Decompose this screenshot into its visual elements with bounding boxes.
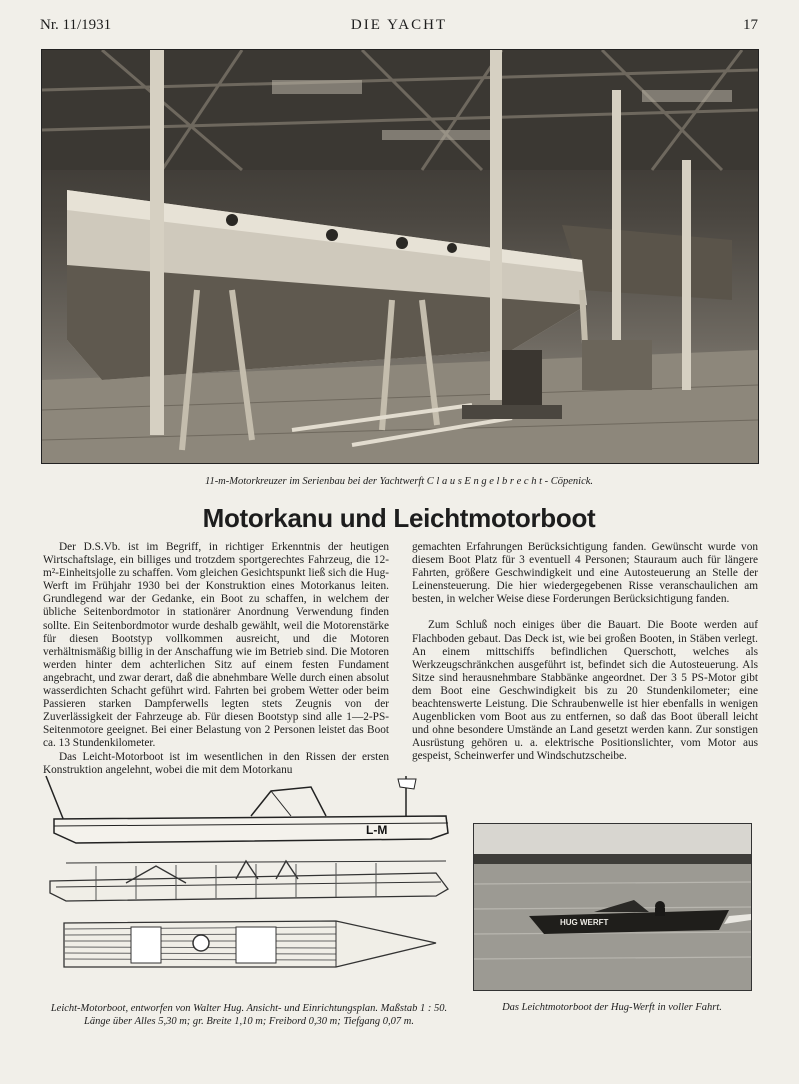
- hull-mark: L-M: [366, 823, 388, 837]
- page-number: 17: [743, 17, 758, 33]
- paragraph: Der D.S.Vb. ist im Begriff, in richtiger Erkenntnis der heutigen Wirtschaftslage, ein billiges und trotzdem sportgerechtes Fahrzeug, die 12-m²-Einheitsjolle zu schaffen. Vom gleichen Gesichtspunkt ließ sich die Hug-Werft im Frühjahr 1930 bei der Konstruktion eines Motorkanus leiten. Grundlegend war der Gedanke, ein Boot zu schaffen, in welchem der übliche Seitenbordmotor in stationärer Anordnung Verwendung finden sollte. Ein Seitenbordmotor wurde deshalb gewählt, weil die Motorenstärke für diesen Bootstyp vollkommen ausreicht, und die Motoren verhältnismäßig billig in der Anschaffung wie im Betrieb sind. Die Motoren werden hinter dem achterlichen Sitz auf einem festen Fundament angebracht, und zwar derart, daß die abnehmbare Welle durch einen absolut wasserdichten Schacht geführt wird. Fahrten bei grobem Wetter oder beim Passieren starken Dampferwells legten stets Zeugnis von der Zuverlässigkeit der Fahrzeuge ab. Für diesen Bootstyp sind alle 1—2-PS-Seitenmotore geeignet. Bei einer Belastung von 2 Personen leistet das Boot ca. 13 Stundenkilometer.: [43, 541, 389, 750]
- article-left-column: [43, 541, 389, 777]
- shipyard-photo: [41, 49, 759, 464]
- drawing-caption: Leicht-Motorboot, entworfen von Walter Hug. Ansicht- und Einrichtungsplan. Maßstab 1 : 50. Länge über Alles 5,30 m; gr. Breite 1,10 m; Freibord 0,30 m; Tiefgang 0,07 m.: [50, 1003, 448, 1027]
- article-right-column: [412, 541, 758, 764]
- top-plan-view: [64, 921, 436, 967]
- paragraph: Das Leicht-Motorboot ist im wesentlichen in den Rissen der ersten Konstruktion angelehnt, wobei die mit dem Motorkanu: [43, 750, 389, 776]
- paragraph: Zum Schluß noch einiges über die Bauart. Die Boote werden auf Flachboden gebaut. Das Deck ist, wie bei großen Booten, in Stäben verlegt. An einem mittschiffs befindlichen Querschott, welches als Werkzeugschränkchen ausgeführt ist, befindet sich die Autosteuerung. Als Sitze sind herausnehmbare Stabbänke angeordnet. Der 3 5 PS-Motor gibt dem Boot eine Geschwindigkeit bis zu 20 Stundenkilometer; eine beachtenswerte Leistung. Die Schraubenwelle ist hier ebenfalls in wenigen Augenblicken vom Boot aus zu entfernen, so daß das Boot überall leicht und ohne besondere Umstände an Land gesetzt werden kann. Zur sonstigen Ausrüstung gehören u. a. elektrische Positionslichter, vom Motor aus gespeist, Scheinwerfer und Windschutzscheibe.: [412, 619, 758, 763]
- side-elevation-view: [46, 776, 448, 843]
- top-photo-caption: 11-m-Motorkreuzer im Serienbau bei der Yachtwerft C l a u s E n g e l b r e c h t - Cöpenick.: [204, 476, 594, 487]
- article-headline: Motorkanu und Leichtmotorboot: [202, 503, 596, 533]
- construction-plan: [50, 861, 448, 901]
- boat-underway-photo: [473, 823, 752, 991]
- page-header: [40, 17, 758, 37]
- hull-lettering: HUG WERFT: [560, 918, 609, 927]
- magazine-title: DIE YACHT: [350, 17, 448, 33]
- paragraph: gemachten Erfahrungen Berücksichtigung fanden. Gewünscht wurde von diesem Boot Platz für 3 eventuell 4 Personen; Stauraum auch für längere Fahrten, größere Geschwindigkeit und eine Autosteuerung an Stelle der Leinensteuerung. Die hier wiedergegebenen Risse veranschaulichen am besten, in welcher Weise diese Forderungen Berücksichtigung fanden.: [412, 541, 758, 606]
- boat-design-drawing: [36, 771, 454, 1003]
- boat-photo-caption: Das Leichtmotorboot der Hug-Werft in voller Fahrt.: [502, 1002, 722, 1013]
- issue-number: Nr. 11/1931: [40, 17, 112, 33]
